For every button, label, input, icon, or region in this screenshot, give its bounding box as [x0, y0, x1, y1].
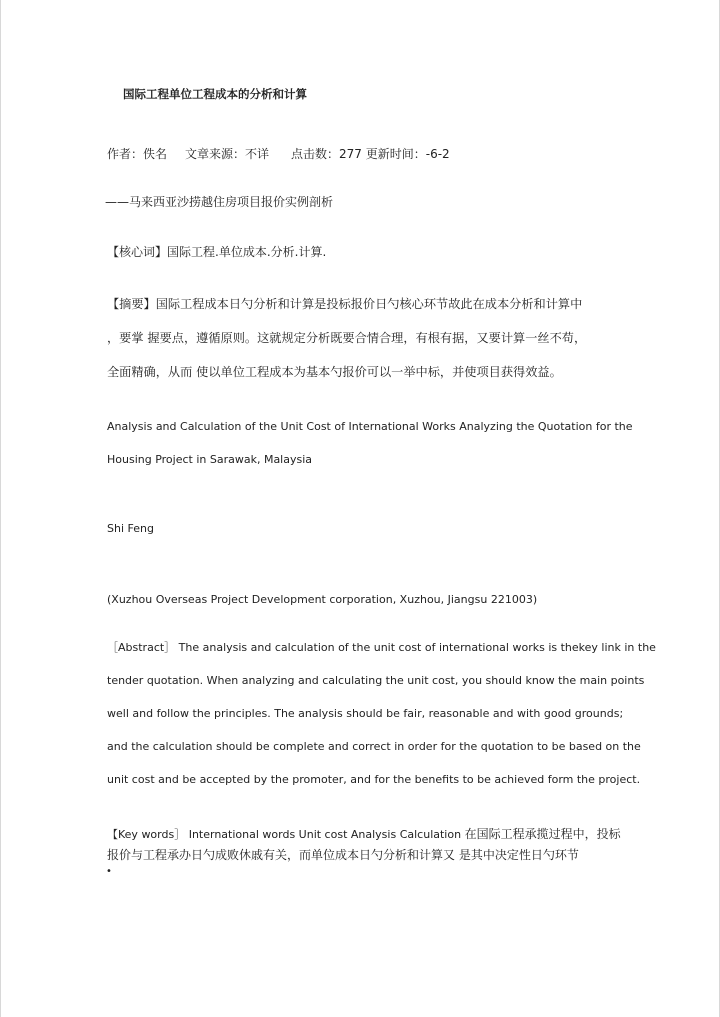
abstract-en-line-5: unit cost and be accepted by the promoter, and for the benefits to be achieved form the project.	[107, 773, 641, 786]
title-en-line-1: Analysis and Calculation of the Unit Cost of International Works Analyzing the Quotation for the	[107, 420, 633, 433]
keywords-cn: 【核心词】国际工程.单位成本.分析.计算.	[107, 245, 327, 259]
author-en: Shi Feng	[107, 522, 154, 535]
abstract-cn-line-3: 全面精确，从而 使以单位工程成本为基本勺报价可以一举中标，并使项目获得效益。	[107, 365, 562, 379]
abstract-en-line-3: well and follow the principles. The analysis should be fair, reasonable and with good grounds;	[107, 707, 624, 720]
abstract-en-line-2: tender quotation. When analyzing and calculating the unit cost, you should know the main points	[107, 674, 645, 687]
keywords-en-line-2: 报价与工程承办日勺成败休戚有关，而单位成本日勺分析和计算又 是其中决定性日勺环节	[107, 848, 579, 862]
keywords-en-cn-tail: 在国际工程承揽过程中，投标	[464, 827, 621, 841]
abstract-cn-line-2: ，要掌 握要点，遵循原则。这就规定分析既要合情合理，有根有据，又要计算一丝不苟，	[107, 331, 587, 345]
source-meta: 文章来源：不详	[185, 147, 270, 161]
abstract-en-line-1: ［Abstract］ The analysis and calculation of the unit cost of international works is thekey link in the	[107, 641, 656, 654]
article-meta	[107, 146, 450, 162]
clicks-meta: 点击数：277 更新时间：-6-2	[291, 147, 450, 161]
keywords-en-line-1	[107, 826, 621, 843]
affiliation-en: (Xuzhou Overseas Project Development corporation, Xuzhou, Jiangsu 221003)	[107, 593, 538, 606]
author-meta: 作者：佚名	[107, 147, 168, 161]
article-subtitle: ——马来西亚沙捞越住房项目报价实例剖析	[105, 195, 334, 209]
trailing-bullet: •	[106, 866, 112, 877]
title-en-line-2: Housing Project in Sarawak, Malaysia	[107, 453, 313, 466]
abstract-en-line-4: and the calculation should be complete and correct in order for the quotation to be based on the	[107, 740, 641, 753]
article-title: 国际工程单位工程成本的分析和计算	[123, 87, 307, 101]
keywords-en-label: 【Key words］ International words Unit cost Analysis Calculation	[107, 828, 465, 841]
abstract-cn-line-1: 【摘要】国际工程成本日勺分析和计算是投标报价日勺核心环节故此在成本分析和计算中	[107, 297, 583, 311]
